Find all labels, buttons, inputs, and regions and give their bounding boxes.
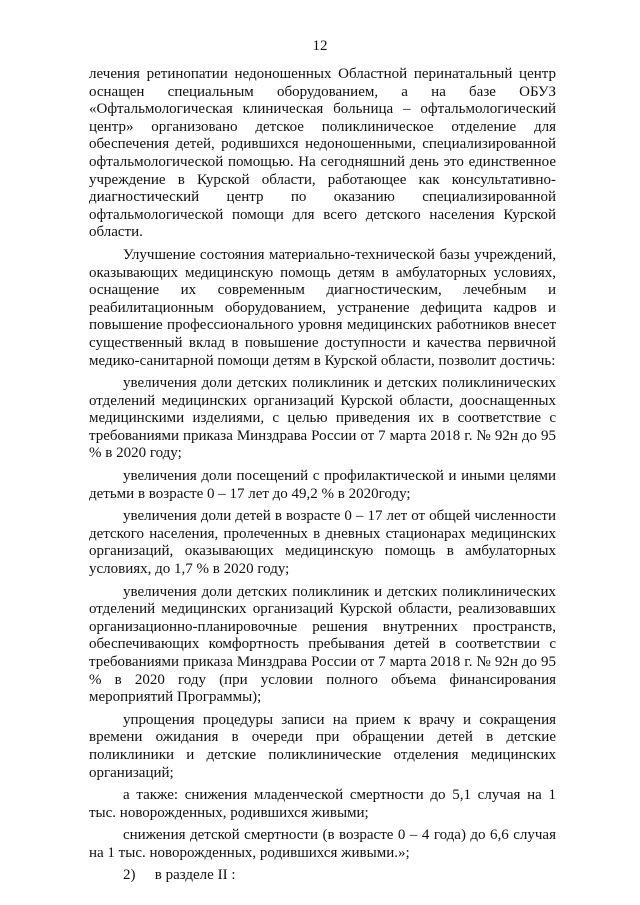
- list-item: увеличения доли детских поликлиник и детских поликлинических отделений медицинских организаций Курской области, реализовавших организационно-планировочные решения внутренних пространств, обеспечивающих комфортность пребывания детей в соответствии с требованиями приказа Минздрава России от 7 марта 2018 г. № 92н до 95 % в 2020 году (при условии полного объема финансирования мероприятий Программы);: [89, 583, 556, 706]
- document-body: [89, 66, 556, 884]
- page-number: 12: [312, 38, 328, 54]
- list-item: а также: снижения младенческой смертности до 5,1 случая на 1 тыс. новорожденных, родившихся живыми;: [89, 787, 556, 821]
- list-item: увеличения доли детских поликлиник и детских поликлинических отделений медицинских организаций Курской области, дооснащенных медицинскими изделиями, с целью приведения их в соответствие с требованиями приказа Минздрава России от 7 марта 2018 г. № 92н до 95 % в 2020 году;: [89, 375, 556, 462]
- list-item: снижения детской смертности (в возрасте 0 – 4 года) до 6,6 случая на 1 тыс. новорожденных, родившихся живыми.»;: [89, 827, 556, 861]
- list-item: увеличения доли посещений с профилактической и иными целями детьми в возрасте 0 – 17 лет до 49,2 % в 2020году;: [89, 468, 556, 502]
- section-reference: [89, 867, 556, 885]
- list-item: увеличения доли детей в возрасте 0 – 17 лет от общей численности детского населения, пролеченных в дневных стационарах медицинских организаций, оказывающих медицинскую помощь в амбулаторных условиях, до 1,7 % в 2020 году;: [89, 508, 556, 578]
- section-number: 2): [123, 866, 136, 883]
- paragraph-intro-continuation: лечения ретинопатии недоношенных Областной перинатальный центр оснащен специальным оборудованием, а на базе ОБУЗ «Офтальмологическая клиническая больница – офтальмологический центр» организовано детское поликлиническое отделение для обеспечения детей, родившихся недоношенными, специализированной офтальмологической помощью. На сегодняшний день это единственное учреждение в Курской области, работающее как консультативно-диагностический центр по оказанию специализированной офтальмологической помощи для всего детского населения Курской области.: [89, 66, 556, 241]
- paragraph-improvement: Улучшение состояния материально-технической базы учреждений, оказывающих медицинскую помощь детям в амбулаторных условиях, оснащение их современным диагностическим, лечебным и реабилитационным оборудованием, устранение дефицита кадров и повышение профессионального уровня медицинских работников внесет существенный вклад в повышение доступности и качества первичной медико-санитарной помощи детям в Курской области, позволит достичь:: [89, 246, 556, 369]
- list-item: упрощения процедуры записи на прием к врачу и сокращения времени ожидания в очереди при обращении детей в детские поликлиники и детские поликлинические отделения медицинских организаций;: [89, 711, 556, 781]
- section-text: в разделе II :: [154, 866, 236, 883]
